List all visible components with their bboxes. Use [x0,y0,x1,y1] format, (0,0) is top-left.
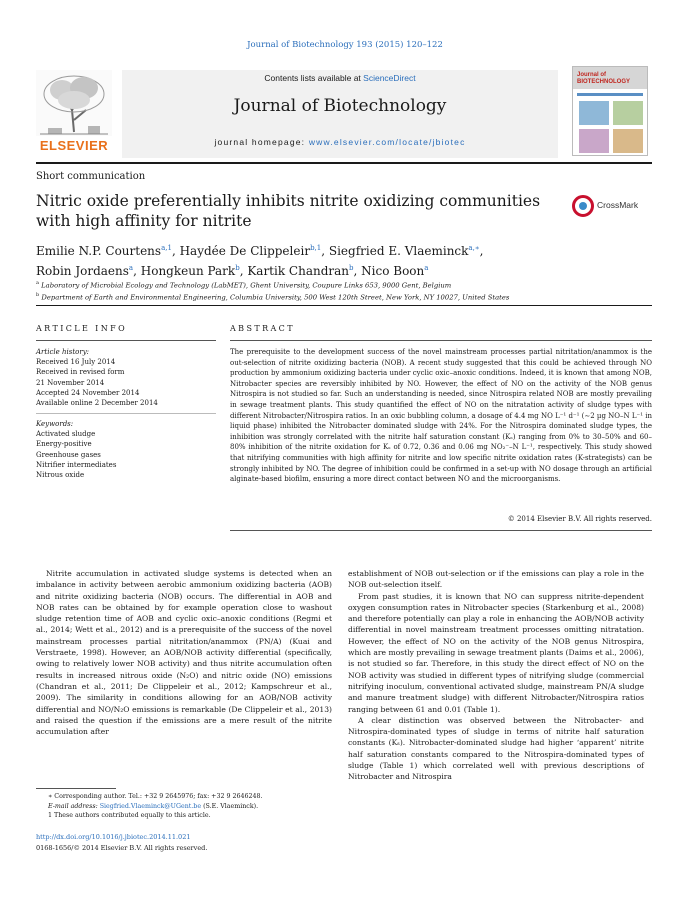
cover-image [613,129,643,153]
author-name: Robin Jordaens [36,264,129,278]
keyword: Energy-positive [36,440,92,449]
history-item: 21 November 2014 [36,378,105,387]
cover-bar [577,93,643,96]
affiliation [36,290,636,302]
author-affil-mark[interactable]: b,1 [310,244,322,252]
history-item: Available online 2 December 2014 [36,399,158,408]
keyword: Activated sludge [36,430,96,439]
keywords [36,419,216,480]
keywords-heading: Keywords: [36,420,74,428]
footnote-rule [36,788,116,789]
keyword: Nitrous oxide [36,471,85,480]
body-paragraph: A clear distinction was observed between the Nitrobacter- and Nitrospira-dominated types of sludge in terms of nitrite half saturation constants (Kₛ). Nitrobacter-dominated sludge had higher ‘apparent’ nitrite half saturation constants compared to the Nitrospira-dominated types of sludge (Table 1) which correlated well with previous descriptions of Nitrobacter and Nitrospira [348,715,644,782]
journal-homepage-line [122,137,558,147]
homepage-prefix: journal homepage: [214,137,309,147]
journal-citation[interactable]: Journal of Biotechnology 193 (2015) 120–122 [247,40,443,50]
journal-homepage-link[interactable]: www.elsevier.com/locate/jbiotec [308,137,466,147]
author-line: Emilie N.P. Courtens$^{a,1}$, Haydée De Clippeleir$^{b,1}$, Siegfried E. Vlaeminck$^{a,∗}$, [36,244,484,258]
cover-image [579,129,609,153]
author-name: Kartik Chandran [247,264,350,278]
journal-cover-thumbnail[interactable] [572,66,648,156]
article-history [36,347,216,408]
body-paragraph: establishment of NOB out-selection or if the emissions can play a role in the NOB out-selection itself. [348,569,644,590]
abstract-heading: ABSTRACT [230,324,295,333]
affiliation-text: Department of Earth and Environmental Engineering, Columbia University, 500 West 120th Street, New York, NY 10027, United States [41,293,510,302]
crossmark-badge[interactable] [572,195,652,217]
author-affil-mark[interactable]: a [128,264,134,272]
crossmark-label: CrossMark [597,200,639,210]
email-label: E-mail address: [48,802,100,810]
abstract-rule [230,340,652,341]
footnotes [36,792,332,821]
email-suffix: (S.E. Vlaeminck). [201,802,259,810]
abstract-copyright: © 2014 Elsevier B.V. All rights reserved. [507,515,652,523]
cover-title-line2: BIOTECHNOLOGY [577,79,631,85]
keyword: Greenhouse gases [36,450,101,459]
author-affil-mark[interactable]: b [349,264,354,272]
cover-title [577,72,630,86]
author-line: Robin Jordaens$^a$, Hongkeun Park$^b$, Kartik Chandran$^b$, Nico Boon$^a$ [36,264,429,278]
email-note [36,802,332,812]
history-heading: Article history: [36,348,90,356]
header-rule [36,162,652,164]
author-name: Nico Boon [361,264,425,278]
sciencedirect-link[interactable]: ScienceDirect [363,73,416,83]
contents-prefix: Contents lists available at [264,73,364,83]
crossmark-icon [572,195,594,217]
author-affil-mark[interactable]: a,1 [161,244,172,252]
keyword: Nitrifier intermediates [36,460,117,469]
author-list [36,240,636,280]
article-info-rule [36,340,216,341]
keywords-rule [36,413,216,414]
body-paragraph: From past studies, it is known that NO can suppress nitrite-dependent oxygen consumption rates in Nitrobacter species (Starkenburg et al., 2008) and therefore potentially can play a role in enhancing the AOB/NOB activity differential in novel mainstream treatment processes omitting nitratation. However, the effect of NO on the activity of the NOB genus Nitrospira, which are mostly prevailing in sewage treatment plants (Daims et al., 2006), is not studied so far. Therefore, in this study the direct effect of NO on the NOB activity was studied in different types of nitrifying sludge (commercial nitrifying inoculum, conventional activated sludge, mainstream PN/A sludge and manure treatment sludge) with different Nitrobacter/Nitrospira ratios ranging between 61 and 0.01 (Table 1). [348,591,644,714]
affiliation [36,278,636,290]
author-affil-mark[interactable]: a [424,264,429,272]
article-title: Nitric oxide preferentially inhibits nitrite oxidizing communities with high affinity for nitrite [36,192,541,230]
body-column-left [36,568,332,737]
doi-link[interactable]: http://dx.doi.org/10.1016/j.jbiotec.2014.11.021 [36,833,191,841]
abstract-text: The prerequisite to the development success of the novel mainstream processes partial nitritation/anammox is the out-selection of nitrite oxidizing bacteria (NOB). A recent study suggested that this could be achieved through NO production by ammonium oxidizing bacteria under cyclic oxic–anoxic conditions. Indeed, it is known that among NOB, Nitrobacter species are reversibly inhibited by NO. However, the effect of NO on the activity of the NOB genus Nitrospira is not studied so far. Such an understanding is needed, since Nitrospira related NOB are mostly prevailing in sewage treatment plants. This study quantified the effect of NO on the nitratation activity of sludge types with different Nitrobacter/Nitrospira ratios. In an oxic bubbling column, a dosage of 4.4 mg NO L⁻¹ d⁻¹ (∼2 µg NO–N L⁻¹ in liquid phase) inhibited the Nitrobacter dominated sludge with 24%. For the Nitrospira dominated sludge types, the inhibition was strongly correlated with the nitrite half saturation constant (Kₛ) ranging from 0% to 30–50% and 60–80% inhibition of the nitrite oxidation for Kₛ of 0.72, 0.36 and 0.06 mg NO₂⁻–N L⁻¹, respectively. This study showed that nitrifying communities with high affinity for nitrite and low specific nitrite oxidation rates (K-strategists) can be strongly inhibited by NO. The degree of inhibition could be confirmed in a set-up with NO dosage through an artificial alginate-based biofilm, ensuring a more direct contact between NO and the microorganisms. [230,348,653,484]
body-column-right [348,568,644,783]
body-paragraph: Nitrite accumulation in activated sludge systems is detected when an imbalance in activity between aerobic ammonium oxidizing bacteria (AOB) and nitrite oxidizing bacteria (NOB) occurs. The differential in AOB and NOB rates can be obtained by for example operation close to washout sludge retention time of AOB and cyclic oxic–anoxic conditions (Regmi et al., 2014; Wett et al., 2012) and is a prerequisite of the success of the novel mainstream processes partial nitritation/anammox (PN/A) (Kuai and Verstraete, 1998). However, an AOB/NOB activity differential (specifically, owing to relatively lower NOB activity) and thus nitrite accumulation often results in increased nitrous oxide (N₂O) and nitric oxide (NO) emissions (Chandran et al., 2011; De Clippeleir et al., 2012; Kampschreur et al., 2009). The similarity in conditions allowing for an AOB/NOB activity differential and NO/N₂O emissions is remarkable (De Clippeleir et al., 2013) and raised the question if the emissions are a mere result of the nitrite accumulation after [36,569,332,737]
contents-line [122,73,558,83]
issn-copyright: 0168-1656/© 2014 Elsevier B.V. All rights reserved. [36,844,208,852]
affiliation-text: Laboratory of Microbial Ecology and Technology (LabMET), Ghent University, Coupure Links 653, 9000 Gent, Belgium [41,281,452,290]
publisher-name: ELSEVIER [39,138,109,153]
history-item: Received in revised form [36,368,125,377]
cover-image [613,101,643,125]
affiliations [36,278,636,303]
cover-image [579,101,609,125]
author-name: Hongkeun Park [140,264,236,278]
email-link[interactable]: Siegfried.Vlaeminck@UGent.be [99,802,202,810]
author-affil-mark[interactable]: b [235,264,240,272]
affiliation-mark: b [36,292,40,299]
author-name: Emilie N.P. Courtens [36,244,162,258]
history-item: Received 16 July 2014 [36,358,116,367]
article-type: Short communication [36,171,146,182]
history-item: Accepted 24 November 2014 [36,388,140,397]
affiliation-mark: a [36,280,39,286]
abstract-bottom-rule [230,530,652,531]
author-affil-mark[interactable]: a,∗ [468,244,480,252]
article-info-heading: ARTICLE INFO [36,324,128,333]
equal-contribution-note: 1 These authors contributed equally to this article. [48,812,211,819]
author-name: Haydée De Clippeleir [179,244,311,258]
author-name: Siegfried E. Vlaeminck [328,244,469,258]
cover-title-line1: Journal of [577,72,607,78]
section-rule [36,305,652,306]
journal-title: Journal of Biotechnology [233,96,447,116]
corresponding-author-note: ∗ Corresponding author. Tel.: +32 9 2645976; fax: +32 9 2646248. [48,793,263,800]
